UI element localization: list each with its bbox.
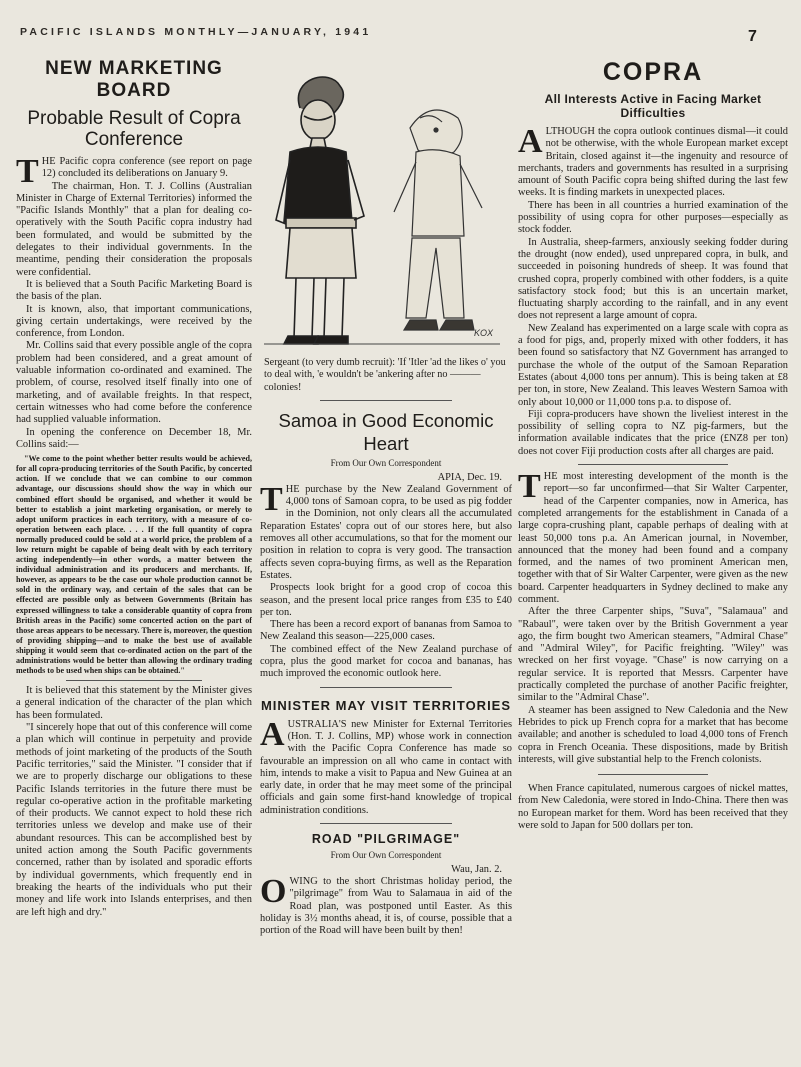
right-column: [518, 52, 788, 832]
middle-column: [260, 52, 512, 938]
article-paragraph: In Australia, sheep-farmers, anxiously seeking fodder during the drought (now ended), used unprepared copra, in bulk, and succeeded in poisoning hundreds of sheep. It was found that crushed copra, properly combined with other fodders, is a quite satisfactory stock food; but this is an uncertain market, fluctuating sharply according to the rainfall, and in any event does not represent a large amount of copra.: [518, 236, 788, 322]
article-paragraph: THE most interesting development of the month is the report—so far unconfirmed—that Sir Walter Carpenter, head of the Carpenter companies, now in America, has completed arrangements for the establishment in Canada of a large copra-crushing plant, capable perhaps of dealing with at least 50,000 tons p.a. An American journal, in November, announced that the money had been found and a company formed, and the names of two prominent American men, together with that of Sir Walter Carpenter, were given as the new board. Carpenter headquarters in Sydney declined to make any comment.: [518, 468, 788, 605]
article-paragraph: It is known, also, that important communications, giving certain undertakings, were received by the conference, from London.: [16, 303, 252, 340]
drop-cap: A: [518, 123, 543, 160]
drop-cap: A: [260, 715, 285, 753]
article-paragraph: There has been a record export of bananas from Samoa to New Zealand this season—225,000 cases.: [260, 619, 512, 643]
copra-subheadline: All Interests Active in Facing Market Difficulties: [544, 92, 762, 120]
article-paragraph: The chairman, Hon. T. J. Collins (Australian Minister in Charge of External Territories) informed the "Pacific Islands Monthly" that a plan for dealing co-operatively with the South Pacific copra industry had been formulated, and would be submitted by the delegates to their individual governments. In the meantime, pending their consideration the proposals were confidential.: [16, 180, 252, 278]
cartoon-signature: KOX: [474, 328, 494, 338]
sergeant-figure: [276, 77, 364, 344]
article-paragraph: It is believed that a South Pacific Marketing Board is the basis of the plan.: [16, 278, 252, 303]
article-paragraph: In opening the conference on December 18, Mr. Collins said:—: [16, 426, 252, 450]
article-paragraph: There has been in all countries a hurried examination of the possibility of using copra for other purposes—especially as stock fodder.: [518, 199, 788, 236]
drop-cap: T: [16, 153, 39, 190]
article-paragraph: Mr. Collins said that every possible angle of the copra problem had been considered, and a great amount of valuable information co-ordinated and examined. The problem, of course, resolved itself finally into one of marketing, and of available freights. In that respect, certain witnesses who had come before the conference had supplied valuable information.: [16, 340, 252, 426]
divider: [66, 680, 202, 681]
article-paragraph: ALTHOUGH the copra outlook continues dismal—it could not be otherwise, with the whole European market except Britain, closed against it—the ingenuity and resource of merchants, traders and governments has resulted in a surprising amount of South Pacific copra being shifted during the last few weeks. It is finding markets in unexpected places.: [518, 123, 788, 199]
article-paragraph: After the three Carpenter ships, "Suva", "Salamaua" and "Rabaul", were taken over by the British Government a year ago, the firm bought two American steamers, "Admiral Chase" and "Admiral Wiley", for Pacific freighting. "Wiley" was wrecked on her first voyage. "Chase" is now carrying on a regular service. It is reported that Messrs. Carpenter have practically completed the purchase of another Pacific freighter, similar to the "Admiral Chase".: [518, 606, 788, 704]
marketing-board-headline: NEW MARKETING BOARD: [45, 58, 223, 101]
article-paragraph: Prospects look bright for a good crop of cocoa this season, and the present local price ranges from £35 to £40 per ton.: [260, 582, 512, 618]
cartoon-illustration: [260, 68, 504, 350]
article-paragraph: It is believed that this statement by the Minister gives a general indication of the character of the plan which has been formulated.: [16, 685, 252, 721]
road-byline: From Our Own Correspondent: [330, 850, 442, 861]
minister-quote: "We come to the point whether better results would be achieved, for all copra-producing territories of the South Pacific, by concerted action. If we conclude that we can combine to our common advantage, our discussions should show the way in which our combined effort should be organised, and whether it would be better to establish a joint marketing organisation, or merely to adopt uniform practices in each territory, with a measure of co-operation between each place. . . . If the full quantity of copra normally produced could be sold at a world price, the problem of a low return might be capable of being dealt with by each territory acting independently—in other words, a matter between the individual administration and its producers and merchants. If, however, as appears to be the case our whole production cannot be sold in the ordinary way, and certain of the sales that can be effected are possible only as between Governments (Britain has expressed willingness to take a considerable quantity of copra from British areas in the Pacific) some concerted action on the part of those areas appears to be necessary. There is, moreover, the question of providing shipping—and to make the best use of available shipping it would seem that co-ordinated action on the part of the administrations would be better than allowing the ordinary trading methods to be used when ships can be obtained.": [16, 454, 252, 676]
article-paragraph: OWING to the short Christmas holiday period, the "pilgrimage" from Wau to Salamaua in aid of the Road plan, was postponed until Easter. As this holiday is 3½ months ahead, it is, of course, possible that a portion of the Road will have been built by then!: [260, 873, 512, 937]
left-column: [16, 52, 252, 919]
marketing-board-article: [16, 153, 252, 919]
marketing-board-subheadline: Probable Result of Copra Conference: [27, 108, 241, 150]
article-paragraph: The combined effect of the New Zealand purchase of copra, plus the good market for cocoa and bananas, has much improved the economic outlook here.: [260, 643, 512, 680]
article-paragraph: Fiji copra-producers have shown the liveliest interest in the possibility of selling copra to NZ pig-farmers, but the information available indicates that the price (£NZ8 per ton) does not cover Fiji production costs after all charges are paid.: [518, 408, 788, 457]
drop-cap: T: [260, 480, 283, 518]
article-paragraph: A steamer has been assigned to New Caledonia and the New Hebrides to pick up French copra for a market that has become available; and another is scheduled to load 4,000 tons of French copra in French Oceania. These dispositions, made by British interests, will give substantial help to the French colonists.: [518, 704, 788, 765]
article-paragraph: THE purchase by the New Zealand Government of 4,000 tons of Samoan copra, to be used as pig fodder in the Dominion, not only clears all the accumulated Reparation Estates' copra out of our stores here, but also removes all other accumulations, so that for the moment our position in relation to copra is very good. The transaction affects seven copra-buying firms, as well as the Reparation Estates.: [260, 480, 512, 581]
drop-cap: O: [260, 873, 287, 911]
divider: [578, 464, 728, 465]
minister-headline: MINISTER MAY VISIT TERRITORIES: [260, 697, 512, 713]
road-dateline: Wau, Jan. 2.: [451, 864, 502, 876]
article-paragraph: When France capitulated, numerous cargoes of nickel mattes, from New Caledonia, were stored in Indo-China. There then was no European market for them. Word has been received that they were sold to Japan for 500 dollars per ton.: [518, 783, 788, 832]
recruit-figure: [394, 110, 482, 330]
road-headline: ROAD "PILGRIMAGE": [311, 832, 461, 847]
article-paragraph: AUSTRALIA'S new Minister for External Territories (Hon. T. J. Collins, MP) whose work in connection with the Pacific Copra Conference has made so favourable an impression on all who came in contact with him, intends to make a visit to Papua and New Guinea at an early date, in order that he may meet some of the principal officials and gain some first-hand knowledge of tropical administration conditions.: [260, 715, 512, 816]
drop-cap: T: [518, 468, 541, 506]
samoa-byline: From Our Own Correspondent: [330, 457, 442, 468]
running-head: PACIFIC ISLANDS MONTHLY—JANUARY, 1941: [20, 26, 372, 38]
divider: [320, 400, 452, 401]
samoa-dateline: APIA, Dec. 19.: [437, 471, 502, 483]
article-paragraph: THE Pacific copra conference (see report on page 12) concluded its deliberations on January 9.: [16, 153, 252, 190]
divider: [320, 823, 452, 824]
copra-headline: COPRA: [602, 58, 704, 86]
samoa-headline: Samoa in Good Economic Heart: [278, 409, 494, 454]
page-number: 7: [748, 28, 757, 45]
cartoon-caption: Sergeant (to very dumb recruit): 'If 'Itler 'ad the likes o' you to deal with, 'e wouldn't be 'ankering after no ——— colonies!: [264, 357, 506, 393]
divider: [598, 774, 708, 775]
article-paragraph: "I sincerely hope that out of this conference will come a plan which will continue in perpetuity and provide methods of joint marketing of the products of the South Pacific territories," said the Minister. "I consider that if we are to properly discharge our obligations to these Pacific Islands territories in the future there must be regular co-operative action in the profitable marketing of their products. We cannot expect to hold these rich territories unless we develop and make use of their abundant resources. This can be accomplished best by united action among the South Pacific governments concerned, rather than by isolated and sporadic efforts by individual governments, which frequently end in breaking the hearts of the individuals who put their money and life work into Islands enterprises, and then are left high and dry.": [16, 722, 252, 918]
article-paragraph: New Zealand has experimented on a large scale with copra as a food for pigs, and, properly mixed with other fodders, it has been found so satisfactory that NZ Government has arranged to purchase the whole of the output of the Samoan Reparation Estates (about 4,000 tons per annum). This is being taken at £8 per ton, in store, New Zealand. This leaves Western Samoa with only about 10,000 or 11,000 tons p.a. to dispose of.: [518, 322, 788, 408]
divider: [320, 687, 452, 688]
